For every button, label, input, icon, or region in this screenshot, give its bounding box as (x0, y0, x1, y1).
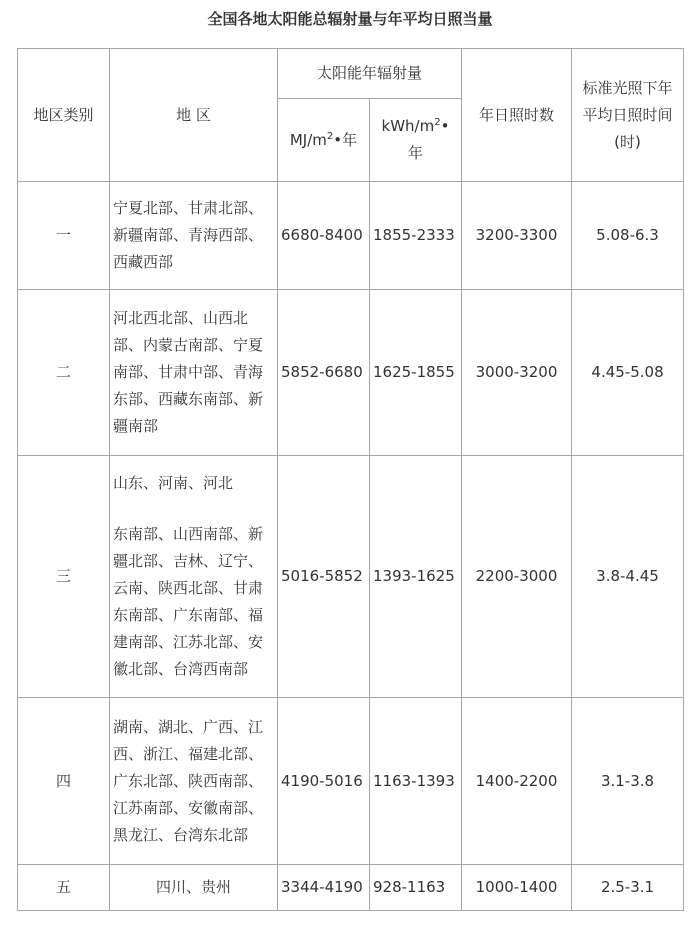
region-text: 湖南、湖北、广西、江西、浙江、福建北部、广东北部、陕西南部、江苏南部、安徽南部、黑龙江、台湾东北部 (113, 717, 264, 844)
cell-region (110, 182, 278, 290)
table-row (18, 865, 684, 911)
header-std-hours-line3: (时) (614, 132, 641, 151)
cell-mj: 5016-5852 (278, 456, 370, 698)
cell-region (110, 456, 278, 698)
cell-std: 4.45-5.08 (572, 290, 684, 456)
table-row (18, 698, 684, 865)
region-text: 宁夏北部、甘肃北部、新疆南部、青海西部、西藏西部 (113, 199, 264, 271)
mj-unit-prefix: MJ/m (289, 130, 327, 149)
cell-hours: 1400-2200 (462, 698, 572, 865)
kwh-unit-suffix: • (440, 117, 450, 135)
cell-region: 四川、贵州 (110, 865, 278, 911)
cell-hours: 1000-1400 (462, 865, 572, 911)
cell-kwh: 1163-1393 (370, 698, 462, 865)
cell-category: 一 (18, 182, 110, 290)
cell-category: 三 (18, 456, 110, 698)
cell-hours: 2200-3000 (462, 456, 572, 698)
header-std-hours (572, 49, 684, 182)
cell-hours: 3000-3200 (462, 290, 572, 456)
region-text: 河北西北部、山西北部、内蒙古南部、宁夏南部、甘肃中部、青海东部、西藏东南部、新疆南部 (113, 309, 264, 435)
cell-std: 3.8-4.45 (572, 456, 684, 698)
table-row (18, 456, 684, 698)
cell-region (110, 290, 278, 456)
table-row (18, 290, 684, 456)
header-mj-unit (278, 99, 370, 182)
cell-category: 四 (18, 698, 110, 865)
cell-category: 二 (18, 290, 110, 456)
header-kwh-unit (370, 99, 462, 182)
header-sunshine-hours: 年日照时数 (462, 49, 572, 182)
table-title: 全国各地太阳能总辐射量与年平均日照当量 (207, 10, 493, 28)
mj-unit-exp: 2 (326, 130, 334, 142)
header-std-hours-line2: 平均日照时间 (582, 105, 673, 124)
cell-kwh: 1625-1855 (370, 290, 462, 456)
cell-std: 5.08-6.3 (572, 182, 684, 290)
cell-category: 五 (18, 865, 110, 911)
mj-unit-suffix: •年 (333, 130, 358, 149)
kwh-unit-line2: 年 (408, 144, 424, 162)
solar-radiation-table (17, 48, 684, 911)
header-radiation-group: 太阳能年辐射量 (278, 49, 462, 99)
cell-std: 3.1-3.8 (572, 698, 684, 865)
cell-mj: 4190-5016 (278, 698, 370, 865)
cell-region (110, 698, 278, 865)
region-text: 山东、河南、河北 (113, 474, 234, 492)
table-row (18, 182, 684, 290)
kwh-unit-exp: 2 (434, 117, 441, 128)
cell-kwh: 928-1163 (370, 865, 462, 911)
cell-mj: 3344-4190 (278, 865, 370, 911)
region-text: 东南部、山西南部、新疆北部、吉林、辽宁、云南、陕西北部、甘肃东南部、广东南部、福建南部、江苏北部、安徽北部、台湾西南部 (113, 525, 264, 678)
cell-kwh: 1855-2333 (370, 182, 462, 290)
header-region: 地 区 (110, 49, 278, 182)
cell-hours: 3200-3300 (462, 182, 572, 290)
header-category: 地区类别 (18, 49, 110, 182)
cell-std: 2.5-3.1 (572, 865, 684, 911)
cell-kwh: 1393-1625 (370, 456, 462, 698)
kwh-unit-prefix: kWh/m (381, 117, 435, 135)
cell-mj: 5852-6680 (278, 290, 370, 456)
cell-mj: 6680-8400 (278, 182, 370, 290)
header-std-hours-line1: 标准光照下年 (582, 78, 673, 97)
